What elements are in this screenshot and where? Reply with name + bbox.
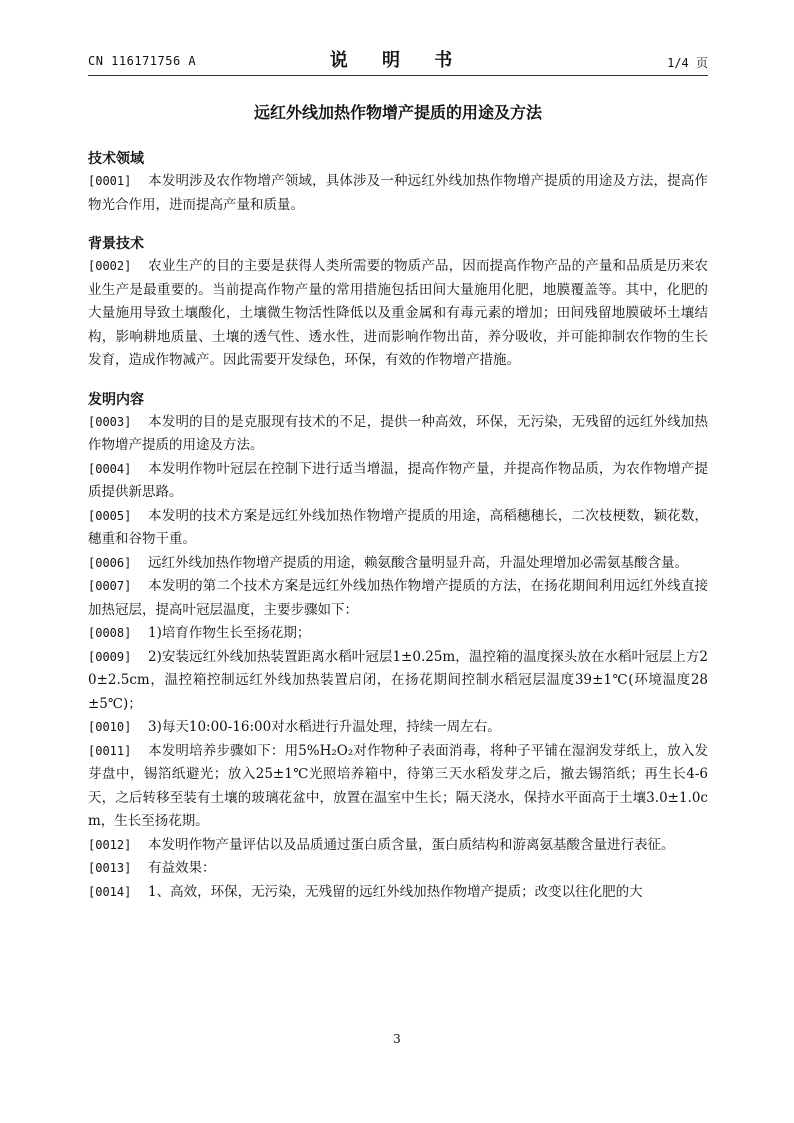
- paragraph-number: [0007]: [88, 579, 132, 593]
- document-body: [88, 148, 708, 904]
- paragraph: [88, 740, 708, 834]
- paragraph-number: [0004]: [88, 461, 132, 476]
- paragraph-text: 本发明作物产量评估以及品质通过蛋白质含量，蛋白质结构和游离氨基酸含量进行表征。: [148, 836, 675, 853]
- paragraph-number: [0001]: [88, 174, 132, 188]
- document-id: CN 116171756 A: [88, 54, 197, 68]
- paragraph: [88, 458, 708, 505]
- paragraph-text: 本发明培养步骤如下：用5%H₂O₂对作物种子表面消毒，将种子平铺在湿润发芽纸上，放入发芽盘中，锡箔纸避光；放入25±1℃光照培养箱中，待第三天水稻发芽之后，撤去锡箔纸；再生长4-6天，之后转移至装有土壤的玻璃花盆中，放置在温室中生长；隔天浇水，保持水平面高于土壤3.0±1.0cm，生长至扬花期。: [88, 742, 708, 829]
- section-spacer: [88, 217, 708, 233]
- paragraph-text: 本发明作物叶冠层在控制下进行适当增温，提高作物产量，并提高作物品质，为农作物增产提质提供新思路。: [88, 460, 708, 500]
- paragraph: [88, 881, 708, 905]
- paragraph: [88, 622, 708, 646]
- paragraph-text: 本发明的目的是克服现有技术的不足，提供一种高效，环保，无污染，无残留的远红外线加热作物增产提质的用途及方法。: [88, 413, 708, 453]
- header-divider: [88, 75, 708, 76]
- paragraph-number: [0010]: [88, 720, 132, 734]
- paragraph-text: 有益效果：: [148, 860, 216, 876]
- paragraph-number: [0005]: [88, 508, 132, 523]
- document-title: 远红外线加热作物增产提质的用途及方法: [253, 103, 542, 122]
- header-section-title: 说 明 书: [329, 50, 467, 71]
- paragraph-number: [0008]: [88, 626, 132, 640]
- section-heading-background: 背景技术: [88, 236, 144, 252]
- paragraph-text: 远红外线加热作物增产提质的用途，赖氨酸含量明显升高，升温处理增加必需氨基酸含量。: [148, 554, 688, 571]
- paragraph-text: 本发明的第二个技术方案是远红外线加热作物增产提质的方法，在扬花期间利用远红外线直接加热冠层，提高叶冠层温度，主要步骤如下：: [88, 578, 708, 618]
- paragraph: [88, 857, 708, 881]
- paragraph-text: 本发明涉及农作物增产领域，具体涉及一种远红外线加热作物增产提质的用途及方法，提高作物光合作用，进而提高产量和质量。: [88, 173, 708, 213]
- section-heading-technical-field: 技术领域: [88, 151, 144, 167]
- paragraph: [88, 716, 708, 740]
- paragraph: [88, 505, 708, 552]
- paragraph: [88, 170, 708, 217]
- paragraph-number: [0012]: [88, 837, 132, 852]
- paragraph: [88, 552, 708, 576]
- paragraph-text: 3)每天10:00-16:00对水稻进行升温处理，持续一周左右。: [148, 719, 501, 735]
- paragraph-text: 2)安装远红外线加热装置距离水稻叶冠层1±0.25m，温控箱的温度探头放在水稻叶冠层上方20±2.5cm，温控箱控制远红外线加热装置启闭，在扬花期间控制水稻冠层温度39±1℃(环境温度28±5℃)；: [88, 648, 708, 712]
- paragraph-number: [0006]: [88, 555, 132, 570]
- paragraph-text: 本发明的技术方案是远红外线加热作物增产提质的用途，高稻穗穗长，二次枝梗数，颖花数，穗重和谷物干重。: [88, 507, 708, 547]
- paragraph: [88, 834, 708, 858]
- section-spacer: [88, 373, 708, 389]
- paragraph-number: [0009]: [88, 649, 132, 664]
- page-number: 3: [393, 1032, 401, 1046]
- paragraph: [88, 255, 708, 373]
- page-info: 1/4 页: [667, 56, 708, 70]
- paragraph-number: [0011]: [88, 743, 132, 758]
- page-header: [88, 46, 708, 76]
- paragraph-number: [0014]: [88, 884, 132, 899]
- section-heading-summary: 发明内容: [88, 391, 144, 408]
- paragraph-text: 农业生产的目的主要是获得人类所需要的物质产品，因而提高作物产品的产量和品质是历来农业生产是最重要的。当前提高作物产量的常用措施包括田间大量施用化肥，地膜覆盖等。其中，化肥的大量施用导致土壤酸化，土壤微生物活性降低以及重金属和有毒元素的增加；田间残留地膜破坏土壤结构，影响耕地质量、土壤的透气性、透水性，进而影响作物出苗，养分吸收，并可能抑制农作物的生长发育，造成作物减产。因此需要开发绿色，环保，有效的作物增产措施。: [88, 258, 708, 368]
- paragraph: [88, 646, 708, 717]
- paragraph-text: 1、高效，环保，无污染，无残留的远红外线加热作物增产提质；改变以往化肥的大: [148, 883, 643, 900]
- paragraph-number: [0013]: [88, 861, 132, 875]
- paragraph-number: [0003]: [88, 414, 132, 429]
- paragraph: [88, 411, 708, 458]
- paragraph-text: 1)培育作物生长至扬花期；: [148, 625, 311, 641]
- paragraph-number: [0002]: [88, 259, 132, 273]
- paragraph: [88, 575, 708, 622]
